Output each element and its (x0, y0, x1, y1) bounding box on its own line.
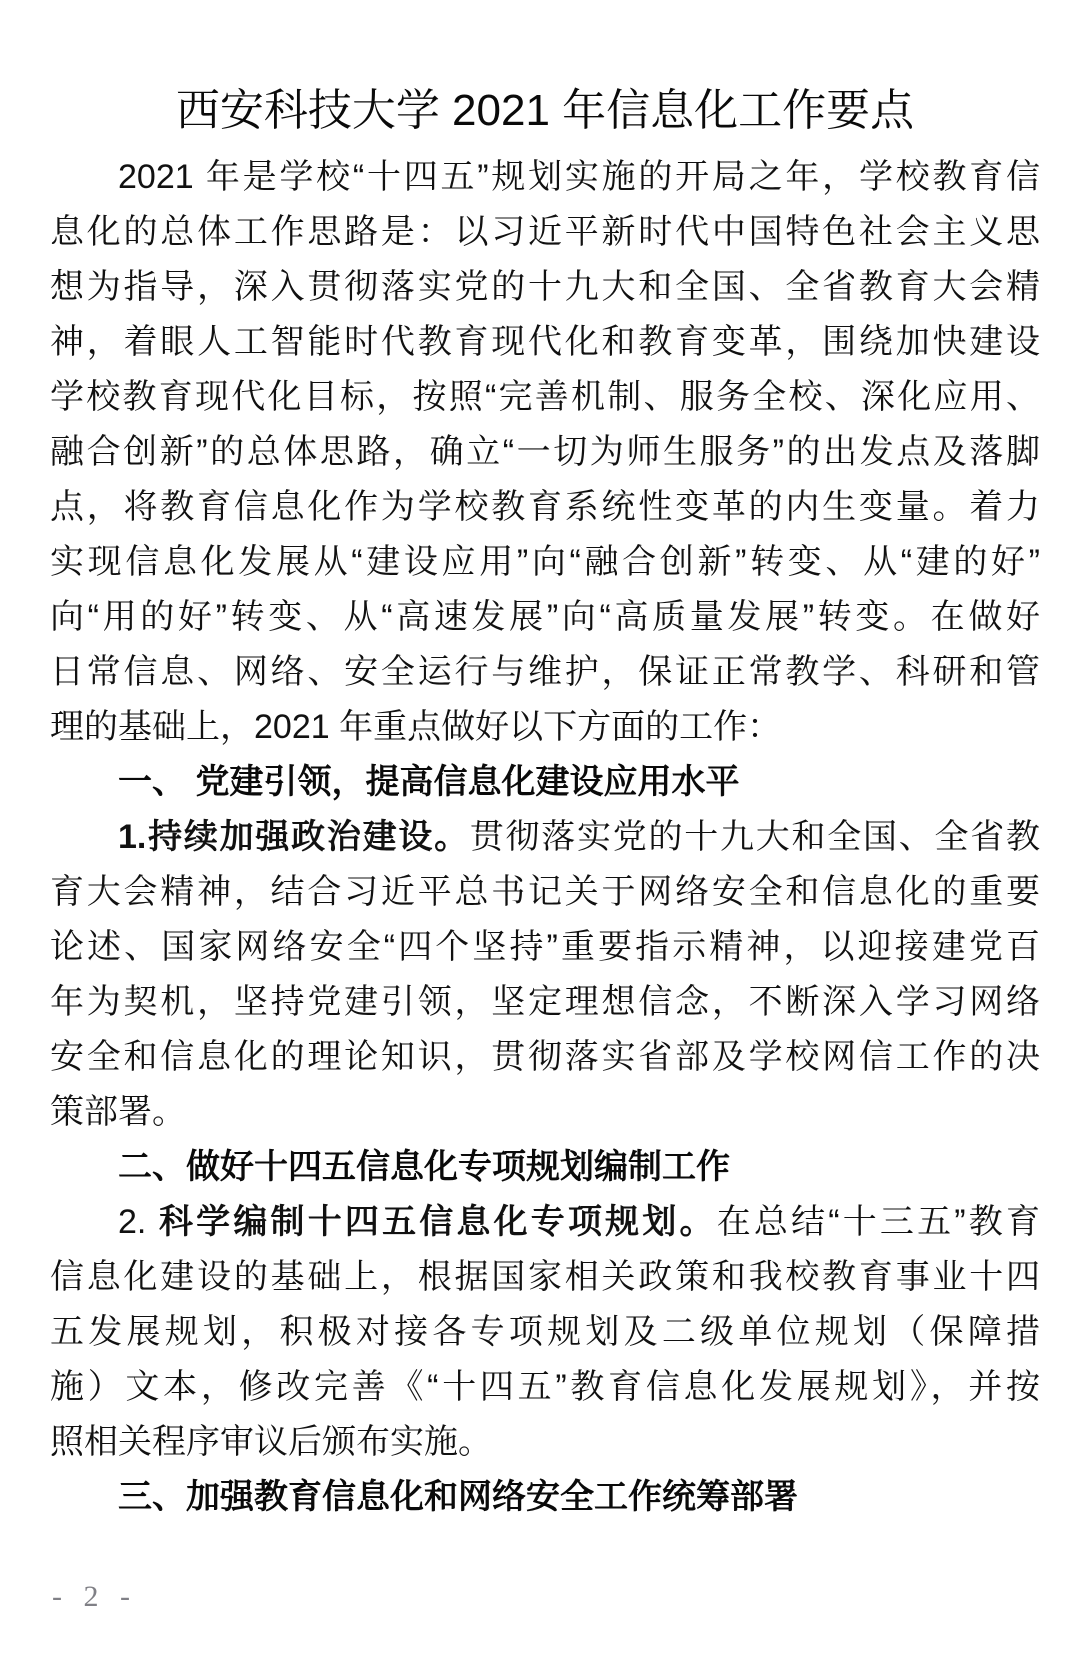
paragraph-line: 安全和信息化的理论知识，贯彻落实省部及学校网信工作的决 (50, 1038, 1040, 1076)
item-2-lead: 科学编制十四五信息化专项规划。 (158, 1203, 717, 1241)
paragraph-line: 信息化建设的基础上，根据国家相关政策和我校教育事业十四 (50, 1258, 1040, 1296)
paragraph-item-1 (50, 810, 1040, 1140)
item-2-number: 2. (118, 1203, 159, 1241)
paragraph-line: 想为指导，深入贯彻落实党的十九大和全国、全省教育大会精 (50, 268, 1040, 306)
paragraph-line: 照相关程序审议后颁布实施。 (50, 1423, 492, 1461)
paragraph-line: 论述、国家网络安全“四个坚持”重要指示精神，以迎接建党百 (50, 928, 1040, 966)
paragraph-line: 实现信息化发展从“建设应用”向“融合创新”转变、从“建的好” (50, 543, 1040, 581)
paragraph-line: 融合创新”的总体思路，确立“一切为师生服务”的出发点及落脚 (50, 433, 1040, 471)
paragraph-line: 向“用的好”转变、从“高速发展”向“高质量发展”转变。在做好 (50, 598, 1040, 636)
section-heading-3: 三、加强教育信息化和网络安全工作统筹部署 (118, 1478, 798, 1516)
paragraph-line: 神，着眼人工智能时代教育现代化和教育变革，围绕加快建设 (50, 323, 1040, 361)
paragraph-line: 策部署。 (50, 1093, 186, 1131)
paragraph-item-2 (50, 1195, 1040, 1470)
paragraph-line: 点，将教育信息化作为学校教育系统性变革的内生变量。着力 (50, 488, 1040, 526)
paragraph-intro (50, 150, 1040, 755)
paragraph-line: 五发展规划，积极对接各专项规划及二级单位规划（保障措 (50, 1313, 1040, 1351)
document-title: 西安科技大学 2021 年信息化工作要点 (175, 86, 915, 135)
page-number: - 2 - (52, 1580, 137, 1613)
paragraph-line: 日常信息、网络、安全运行与维护，保证正常教学、科研和管 (50, 653, 1040, 691)
paragraph-line: 学校教育现代化目标，按照“完善机制、服务全校、深化应用、 (50, 378, 1040, 416)
item-1-lead: 1.持续加强政治建设。 (118, 818, 470, 856)
paragraph-line: 息化的总体工作思路是：以习近平新时代中国特色社会主义思 (50, 213, 1040, 251)
item-2-text: 在总结“十三五”教育 (716, 1203, 1040, 1241)
section-heading-1: 一、 党建引领，提高信息化建设应用水平 (118, 763, 740, 801)
paragraph-line: 育大会精神，结合习近平总书记关于网络安全和信息化的重要 (50, 873, 1040, 911)
paragraph-line: 理的基础上，2021 年重点做好以下方面的工作： (50, 708, 782, 746)
item-1-text: 贯彻落实党的十九大和全国、全省教 (469, 818, 1040, 856)
section-heading-2: 二、做好十四五信息化专项规划编制工作 (118, 1148, 730, 1186)
paragraph-line: 施）文本，修改完善《“十四五”教育信息化发展规划》，并按 (50, 1368, 1040, 1406)
paragraph-line: 年为契机，坚持党建引领，坚定理想信念，不断深入学习网络 (50, 983, 1040, 1021)
paragraph-line (50, 810, 1040, 865)
paragraph-line (50, 1195, 1040, 1250)
paragraph-line: 2021 年是学校“十四五”规划实施的开局之年，学校教育信 (118, 158, 1040, 196)
